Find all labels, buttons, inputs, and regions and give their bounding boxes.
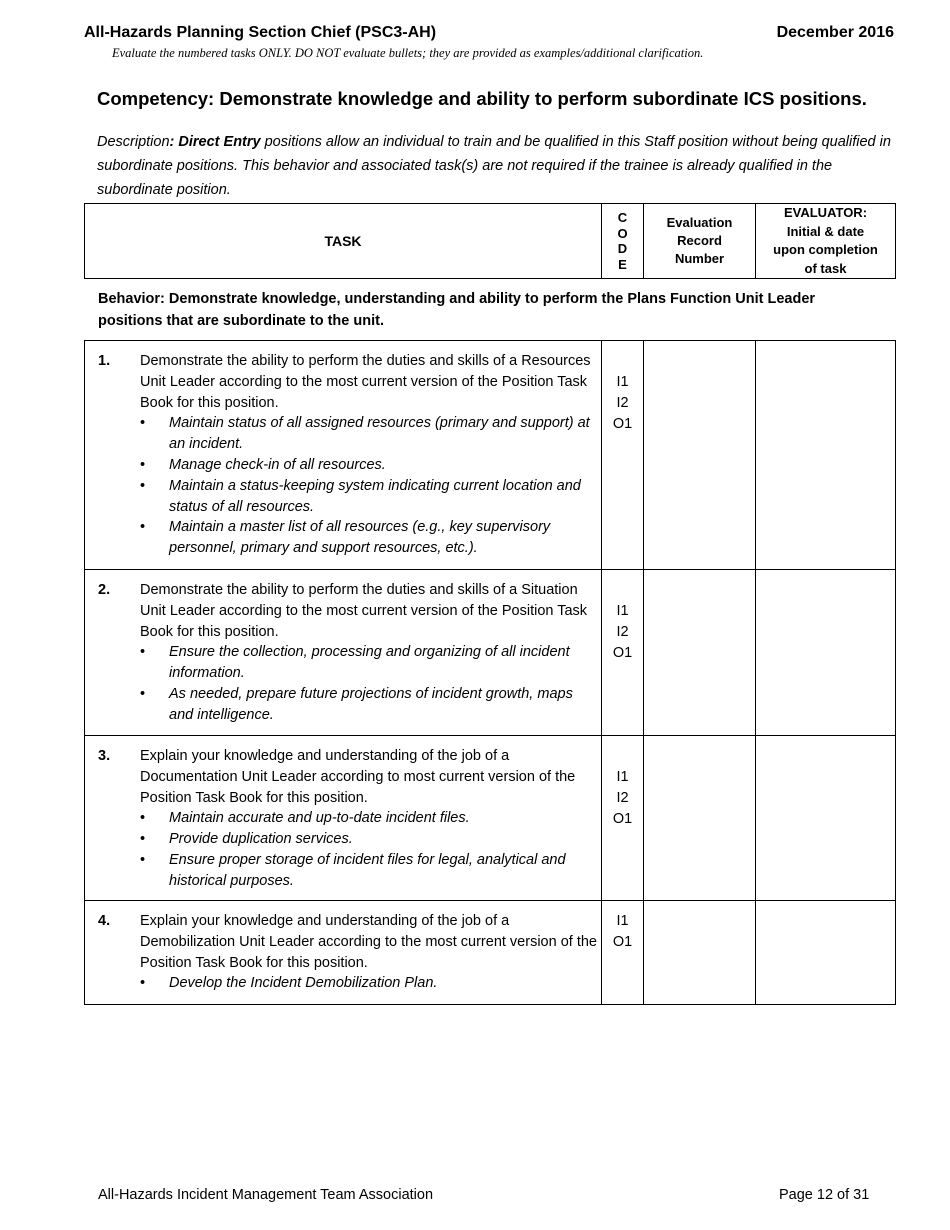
list-item: • Maintain status of all assigned resources (primary and support) at an incident. bbox=[140, 413, 597, 455]
code-cell bbox=[602, 341, 644, 570]
description-label: Description bbox=[97, 134, 170, 150]
task-text: Explain your knowledge and understanding of the job of a Documentation Unit Leader according to most current version of the Position Task Book for this position. bbox=[140, 748, 576, 806]
behavior-statement: Behavior: Demonstrate knowledge, understanding and ability to perform the Plans Function Unit Leader positions that are subordinate to the unit. bbox=[98, 291, 816, 329]
description-text: positions allow an individual to train and be qualified in this Staff position without being qualified in subordinate positions. This behavior and associated task(s) are not required if the trainee is already qualified in the subordinate position. bbox=[97, 134, 891, 198]
code-value: O1 bbox=[612, 415, 633, 432]
task-cell bbox=[85, 901, 602, 1005]
code-value: I1 bbox=[616, 769, 629, 785]
evaluator-cell[interactable] bbox=[756, 570, 896, 736]
code-letter: E bbox=[618, 256, 627, 272]
task-cell bbox=[85, 570, 602, 736]
code-cell bbox=[602, 736, 644, 901]
list-item: • Develop the Incident Demobilization Plan. bbox=[140, 973, 597, 994]
column-header-task: TASK bbox=[85, 204, 602, 279]
header-line: EVALUATOR: bbox=[783, 205, 868, 220]
code-letter: C bbox=[617, 210, 628, 225]
footer-organization: All-Hazards Incident Management Team Association bbox=[98, 1187, 434, 1203]
evaluation-record-cell[interactable] bbox=[644, 901, 756, 1005]
table-row bbox=[85, 341, 896, 570]
list-item: • As needed, prepare future projections of incident growth, maps and intelligence. bbox=[140, 684, 597, 726]
task-bullets bbox=[140, 642, 597, 725]
task-bullets bbox=[140, 413, 597, 559]
description-emphasis: Direct Entry bbox=[178, 134, 261, 150]
list-item: • Ensure the collection, processing and organizing of all incident information. bbox=[140, 642, 597, 684]
list-item: • Maintain a status-keeping system indicating current location and status of all resources. bbox=[140, 476, 597, 518]
list-item: • Maintain a master list of all resources (e.g., key supervisory personnel, primary and support resources, etc.). bbox=[140, 517, 597, 559]
code-value: I1 bbox=[616, 913, 629, 929]
task-cell bbox=[85, 341, 602, 570]
task-number: 3. bbox=[98, 748, 111, 764]
task-bullets bbox=[140, 973, 597, 994]
evaluator-cell[interactable] bbox=[756, 901, 896, 1005]
code-value: I2 bbox=[616, 623, 629, 640]
code-cell bbox=[602, 901, 644, 1005]
code-value: I1 bbox=[616, 374, 629, 390]
table-row bbox=[85, 570, 896, 736]
header-line: of task bbox=[804, 260, 847, 276]
evaluator-cell[interactable] bbox=[756, 341, 896, 570]
code-value: O1 bbox=[612, 810, 633, 827]
task-number: 1. bbox=[98, 353, 111, 369]
header-line: Number bbox=[674, 251, 725, 266]
evaluation-record-cell[interactable] bbox=[644, 341, 756, 570]
competency-heading: Competency: Demonstrate knowledge and ability to perform subordinate ICS positions. bbox=[97, 88, 867, 109]
code-value: O1 bbox=[612, 644, 633, 661]
header-line: Evaluation bbox=[666, 215, 733, 230]
evaluator-cell[interactable] bbox=[756, 736, 896, 901]
header-line: Initial & date bbox=[786, 223, 865, 239]
document-date: December 2016 bbox=[776, 24, 894, 41]
list-item: • Ensure proper storage of incident files for legal, analytical and historical purposes. bbox=[140, 850, 597, 892]
code-cell bbox=[602, 570, 644, 736]
task-table-header bbox=[84, 203, 896, 279]
task-table bbox=[84, 340, 896, 1005]
code-letter: O bbox=[617, 225, 628, 241]
code-letter: D bbox=[617, 241, 628, 256]
evaluation-note: Evaluate the numbered tasks ONLY. DO NOT evaluate bullets; they are provided as examples/additional clarification. bbox=[112, 46, 704, 60]
list-item: • Manage check-in of all resources. bbox=[140, 455, 597, 476]
code-value: I1 bbox=[616, 603, 629, 619]
task-cell bbox=[85, 736, 602, 901]
column-header-evaluator bbox=[756, 204, 896, 279]
description-colon: : bbox=[169, 134, 179, 150]
code-value: I2 bbox=[616, 394, 629, 411]
task-number: 2. bbox=[98, 582, 111, 598]
code-value: O1 bbox=[612, 933, 633, 950]
evaluation-record-cell[interactable] bbox=[644, 570, 756, 736]
task-text: Demonstrate the ability to perform the duties and skills of a Resources Unit Leader according to the most current version of the Position Task Book for this position. bbox=[140, 353, 591, 411]
task-number: 4. bbox=[98, 913, 111, 929]
list-item: • Provide duplication services. bbox=[140, 829, 597, 850]
evaluation-record-cell[interactable] bbox=[644, 736, 756, 901]
description-paragraph bbox=[97, 130, 897, 202]
table-row bbox=[85, 736, 896, 901]
page-number: Page 12 of 31 bbox=[779, 1187, 870, 1203]
table-row bbox=[85, 901, 896, 1005]
header-line: Record bbox=[677, 233, 722, 248]
task-text: Explain your knowledge and understanding of the job of a Demobilization Unit Leader according to the most current version of the Position Task Book for this position. bbox=[140, 913, 597, 971]
header-line: upon completion bbox=[773, 242, 878, 257]
task-bullets bbox=[140, 808, 597, 891]
list-item: • Maintain accurate and up-to-date incident files. bbox=[140, 808, 597, 829]
column-header-evaluation-record bbox=[644, 204, 756, 279]
code-value: I2 bbox=[616, 789, 629, 806]
task-text: Demonstrate the ability to perform the duties and skills of a Situation Unit Leader according to the most current version of the Position Task Book for this position. bbox=[140, 582, 588, 640]
column-header-code bbox=[602, 204, 644, 279]
document-title: All-Hazards Planning Section Chief (PSC3-AH) bbox=[84, 24, 437, 41]
